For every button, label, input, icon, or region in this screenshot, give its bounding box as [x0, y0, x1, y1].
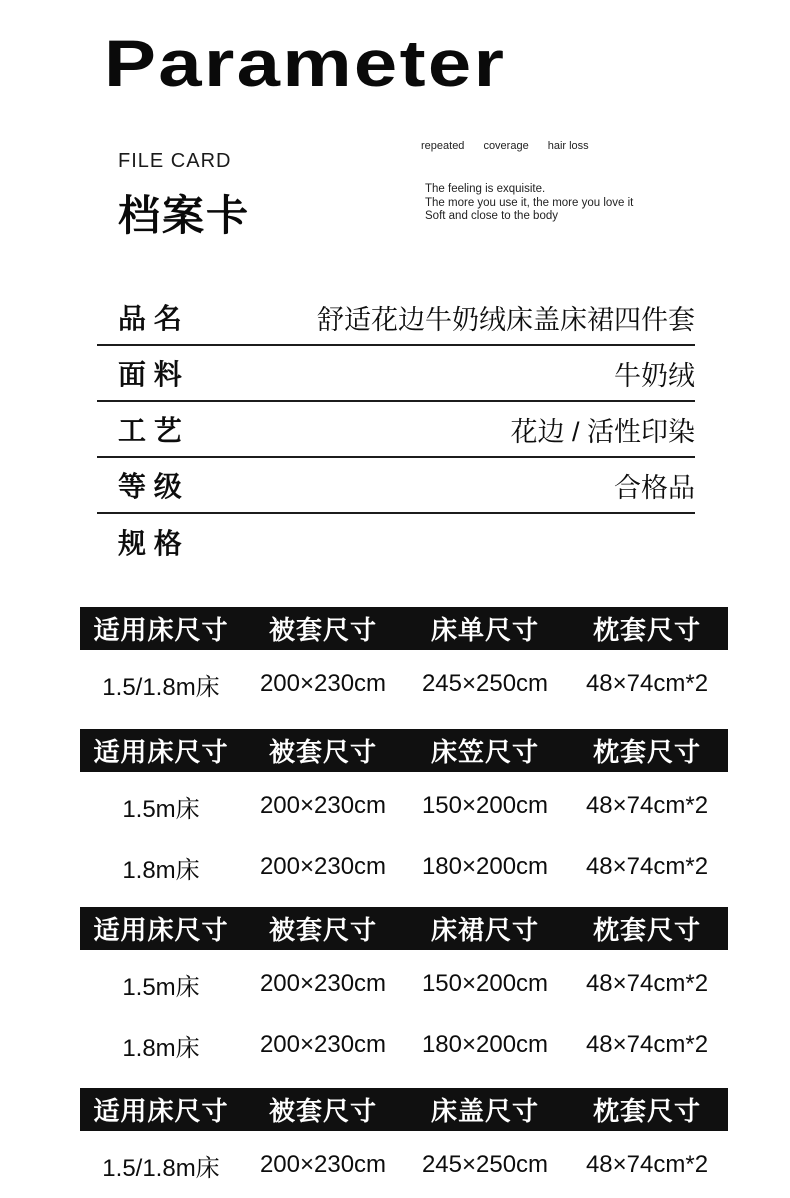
table-row	[80, 1018, 728, 1072]
cell-duvet-size: 200×230cm	[259, 670, 387, 697]
tagline-line-3: Soft and close to the body	[425, 210, 558, 222]
column-header-bed-cover: 床盖尺寸	[430, 1096, 539, 1126]
table-row	[80, 840, 728, 894]
cell-pillow-size: 48×74cm*2	[585, 670, 709, 697]
cell-skirt-size: 150×200cm	[421, 970, 549, 997]
column-header-duvet-cover: 被套尺寸	[268, 615, 377, 645]
file-card-label-zh: 档案卡	[118, 192, 251, 239]
spec-value: 花边 / 活性印染	[510, 416, 695, 447]
column-header-bed-size: 适用床尺寸	[93, 915, 229, 945]
column-header-pillowcase: 枕套尺寸	[592, 1096, 701, 1126]
column-header-pillowcase: 枕套尺寸	[592, 915, 701, 945]
tagline	[425, 183, 633, 224]
table-row	[80, 957, 728, 1011]
cell-bed-size: 1.5/1.8m床	[102, 673, 220, 701]
spec-label: 品 名	[118, 303, 182, 334]
column-header-bed-skirt: 床裙尺寸	[430, 915, 539, 945]
cell-pillow-size: 48×74cm*2	[585, 1031, 709, 1058]
cell-bed-size: 1.5m床	[122, 973, 200, 1001]
keyword-hair-loss: hair loss	[547, 140, 589, 152]
cell-pillow-size: 48×74cm*2	[585, 853, 709, 880]
keyword-repeated: repeated	[421, 140, 465, 152]
cell-duvet-size: 200×230cm	[259, 1151, 387, 1178]
column-header-duvet-cover: 被套尺寸	[268, 915, 377, 945]
column-header-bed-size: 适用床尺寸	[93, 615, 229, 645]
cell-cover-size: 245×250cm	[421, 1151, 549, 1178]
spec-label: 规 格	[118, 528, 182, 559]
table-row	[80, 657, 728, 711]
cell-pillow-size: 48×74cm*2	[585, 1151, 709, 1178]
cell-pillow-size: 48×74cm*2	[585, 970, 709, 997]
cell-bed-size: 1.8m床	[122, 1034, 200, 1062]
tagline-line-1: The feeling is exquisite.	[425, 183, 546, 195]
page-title: Parameter	[104, 26, 507, 100]
size-table-sheet	[80, 607, 728, 711]
cell-bed-size: 1.5/1.8m床	[102, 1154, 220, 1182]
cell-skirt-size: 180×200cm	[421, 1031, 549, 1058]
size-table-bed-cover	[80, 1088, 728, 1192]
cell-bed-size: 1.8m床	[122, 856, 200, 884]
cell-fitted-size: 150×200cm	[421, 792, 549, 819]
spec-label: 等 级	[118, 471, 182, 502]
spec-label: 工 艺	[118, 415, 182, 446]
column-header-pillowcase: 枕套尺寸	[592, 737, 701, 767]
spec-row-specification	[97, 514, 695, 570]
tagline-line-2: The more you use it, the more you love it	[425, 196, 634, 209]
cell-duvet-size: 200×230cm	[259, 1031, 387, 1058]
spec-value: 合格品	[614, 472, 695, 503]
size-table-header	[80, 607, 728, 650]
column-header-duvet-cover: 被套尺寸	[268, 1096, 377, 1126]
size-table-bed-skirt	[80, 907, 728, 1072]
size-table-header	[80, 1088, 728, 1131]
column-header-bed-size: 适用床尺寸	[93, 1096, 229, 1126]
table-row	[80, 779, 728, 833]
cell-duvet-size: 200×230cm	[259, 853, 387, 880]
column-header-pillowcase: 枕套尺寸	[592, 615, 701, 645]
spec-row-fabric	[97, 346, 695, 402]
spec-row-product-name	[97, 290, 695, 346]
column-header-sheet: 床单尺寸	[430, 615, 539, 645]
keyword-coverage: coverage	[483, 140, 529, 152]
cell-fitted-size: 180×200cm	[421, 853, 549, 880]
size-table-header	[80, 729, 728, 772]
spec-value: 牛奶绒	[614, 360, 695, 391]
cell-bed-size: 1.5m床	[122, 795, 200, 823]
spec-row-grade	[97, 458, 695, 514]
file-card-block	[118, 150, 250, 243]
size-table-header	[80, 907, 728, 950]
table-row	[80, 1138, 728, 1192]
file-card-label-en: FILE CARD	[118, 150, 232, 172]
spec-list	[97, 290, 695, 570]
cell-pillow-size: 48×74cm*2	[585, 792, 709, 819]
cell-duvet-size: 200×230cm	[259, 792, 387, 819]
spec-label: 面 料	[118, 359, 182, 390]
size-table-fitted-sheet	[80, 729, 728, 894]
cell-duvet-size: 200×230cm	[259, 970, 387, 997]
keyword-strip	[421, 140, 589, 152]
column-header-duvet-cover: 被套尺寸	[268, 737, 377, 767]
cell-sheet-size: 245×250cm	[421, 670, 549, 697]
spec-value: 舒适花边牛奶绒床盖床裙四件套	[317, 304, 695, 335]
column-header-bed-size: 适用床尺寸	[93, 737, 229, 767]
spec-row-craft	[97, 402, 695, 458]
column-header-fitted-sheet: 床笠尺寸	[430, 737, 539, 767]
